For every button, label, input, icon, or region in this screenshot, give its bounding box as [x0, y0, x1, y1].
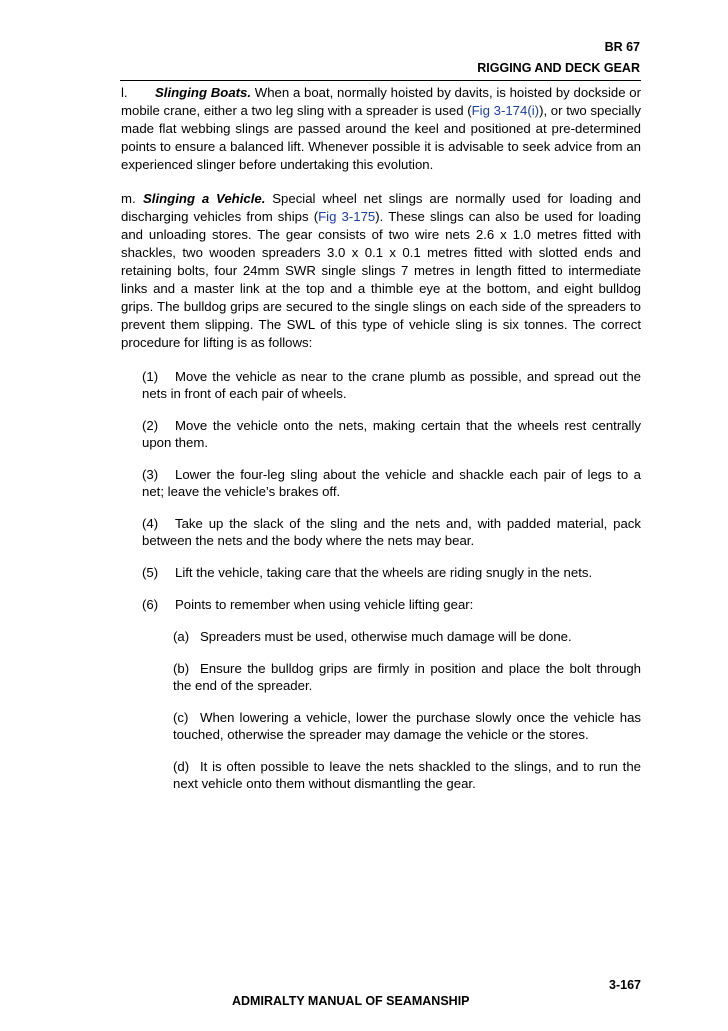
sub-list-item	[173, 660, 641, 694]
footer-title: ADMIRALTY MANUAL OF SEAMANSHIP	[232, 994, 470, 1008]
header-rule	[120, 80, 641, 81]
list-item	[142, 564, 641, 581]
paragraph-text: ), or two specially made flat webbing slings are passed around the keel and positioned at pre-determined points to ensure a balanced lift. Whenever possible it is advisable to seek advice from an experienced slinger before undertaking this evolution.	[121, 103, 641, 172]
paragraph-letter: l.	[121, 85, 128, 100]
list-item	[142, 515, 641, 549]
list-item-number: (3)	[142, 467, 159, 482]
paragraph-title: Slinging Boats.	[155, 85, 252, 100]
paragraph-text: ). These slings can also be used for loading and unloading stores. The gear consists of two wire nets 2.6 x 1.0 metres fitted with shackles, two wooden spreaders 3.0 x 0.1 x 0.1 metres fitted with slotted ends and retaining bolts, four 24mm SWR single slings 7 metres in length fitted to intermediate links and a master link at the top and a thimble eye at the bottom, and eight bulldog grips. The bulldog grips are secured to the single slings on each side of the spreaders to prevent them slipping. The SWL of this type of vehicle sling is six tonnes. The correct procedure for lifting is as follows:	[121, 209, 642, 350]
sub-list-item	[173, 758, 641, 792]
list-item-text: Move the vehicle as near to the crane plumb as possible, and spread out the nets in front of each pair of wheels.	[142, 369, 641, 401]
list-item-number: (6)	[142, 597, 159, 612]
sub-list-item-letter: (a)	[173, 629, 190, 644]
list-item-text: Take up the slack of the sling and the nets and, with padded material, pack between the nets and the body where the nets may bear.	[142, 516, 641, 548]
paragraph-slinging-boats	[121, 84, 641, 174]
list-item	[142, 466, 641, 500]
header-section-title: RIGGING AND DECK GEAR	[477, 61, 640, 75]
paragraph-text: Special wheel net slings are normally used for loading and discharging vehicles from ships (	[121, 191, 641, 224]
list-item	[142, 417, 641, 451]
paragraph-letter: m.	[121, 191, 136, 206]
list-item-number: (4)	[142, 516, 159, 531]
paragraph-text: When a boat, normally hoisted by davits, is hoisted by dockside or mobile crane, either a two leg sling with a spreader is used (	[121, 85, 641, 118]
list-item-number: (5)	[142, 565, 159, 580]
list-item-number: (1)	[142, 369, 159, 384]
list-item-text: Lift the vehicle, taking care that the wheels are riding snugly in the nets.	[175, 565, 593, 580]
figure-link[interactable]: Fig 3-174(i)	[471, 103, 540, 118]
paragraph-slinging-vehicle	[121, 190, 641, 352]
list-item-text: Points to remember when using vehicle lifting gear:	[175, 597, 474, 612]
header-doc-id: BR 67	[604, 40, 640, 54]
page-number: 3-167	[609, 978, 641, 992]
sub-list-item-text: Ensure the bulldog grips are firmly in position and place the bolt through the end of the spreader.	[173, 661, 641, 693]
page-body	[121, 84, 641, 792]
figure-link[interactable]: Fig 3-175	[318, 209, 376, 224]
sub-list-item-text: It is often possible to leave the nets shackled to the slings, and to run the next vehicle onto them without dismantling the gear.	[173, 759, 641, 791]
sub-list-item-letter: (b)	[173, 661, 190, 676]
sub-list-item-text: Spreaders must be used, otherwise much damage will be done.	[200, 629, 572, 644]
list-item-number: (2)	[142, 418, 159, 433]
sub-list-item-letter: (c)	[173, 710, 189, 725]
sub-list-item	[173, 628, 641, 645]
list-item	[142, 368, 641, 402]
list-item-text: Lower the four-leg sling about the vehicle and shackle each pair of legs to a net; leave the vehicle’s brakes off.	[142, 467, 641, 499]
sub-list-item-letter: (d)	[173, 759, 190, 774]
sub-list-item	[173, 709, 641, 743]
list-item	[142, 596, 641, 613]
paragraph-title: Slinging a Vehicle.	[143, 191, 266, 206]
list-item-text: Move the vehicle onto the nets, making certain that the wheels rest centrally upon them.	[142, 418, 641, 450]
sub-list-item-text: When lowering a vehicle, lower the purchase slowly once the vehicle has touched, otherwise the spreader may damage the vehicle or the stores.	[173, 710, 641, 742]
